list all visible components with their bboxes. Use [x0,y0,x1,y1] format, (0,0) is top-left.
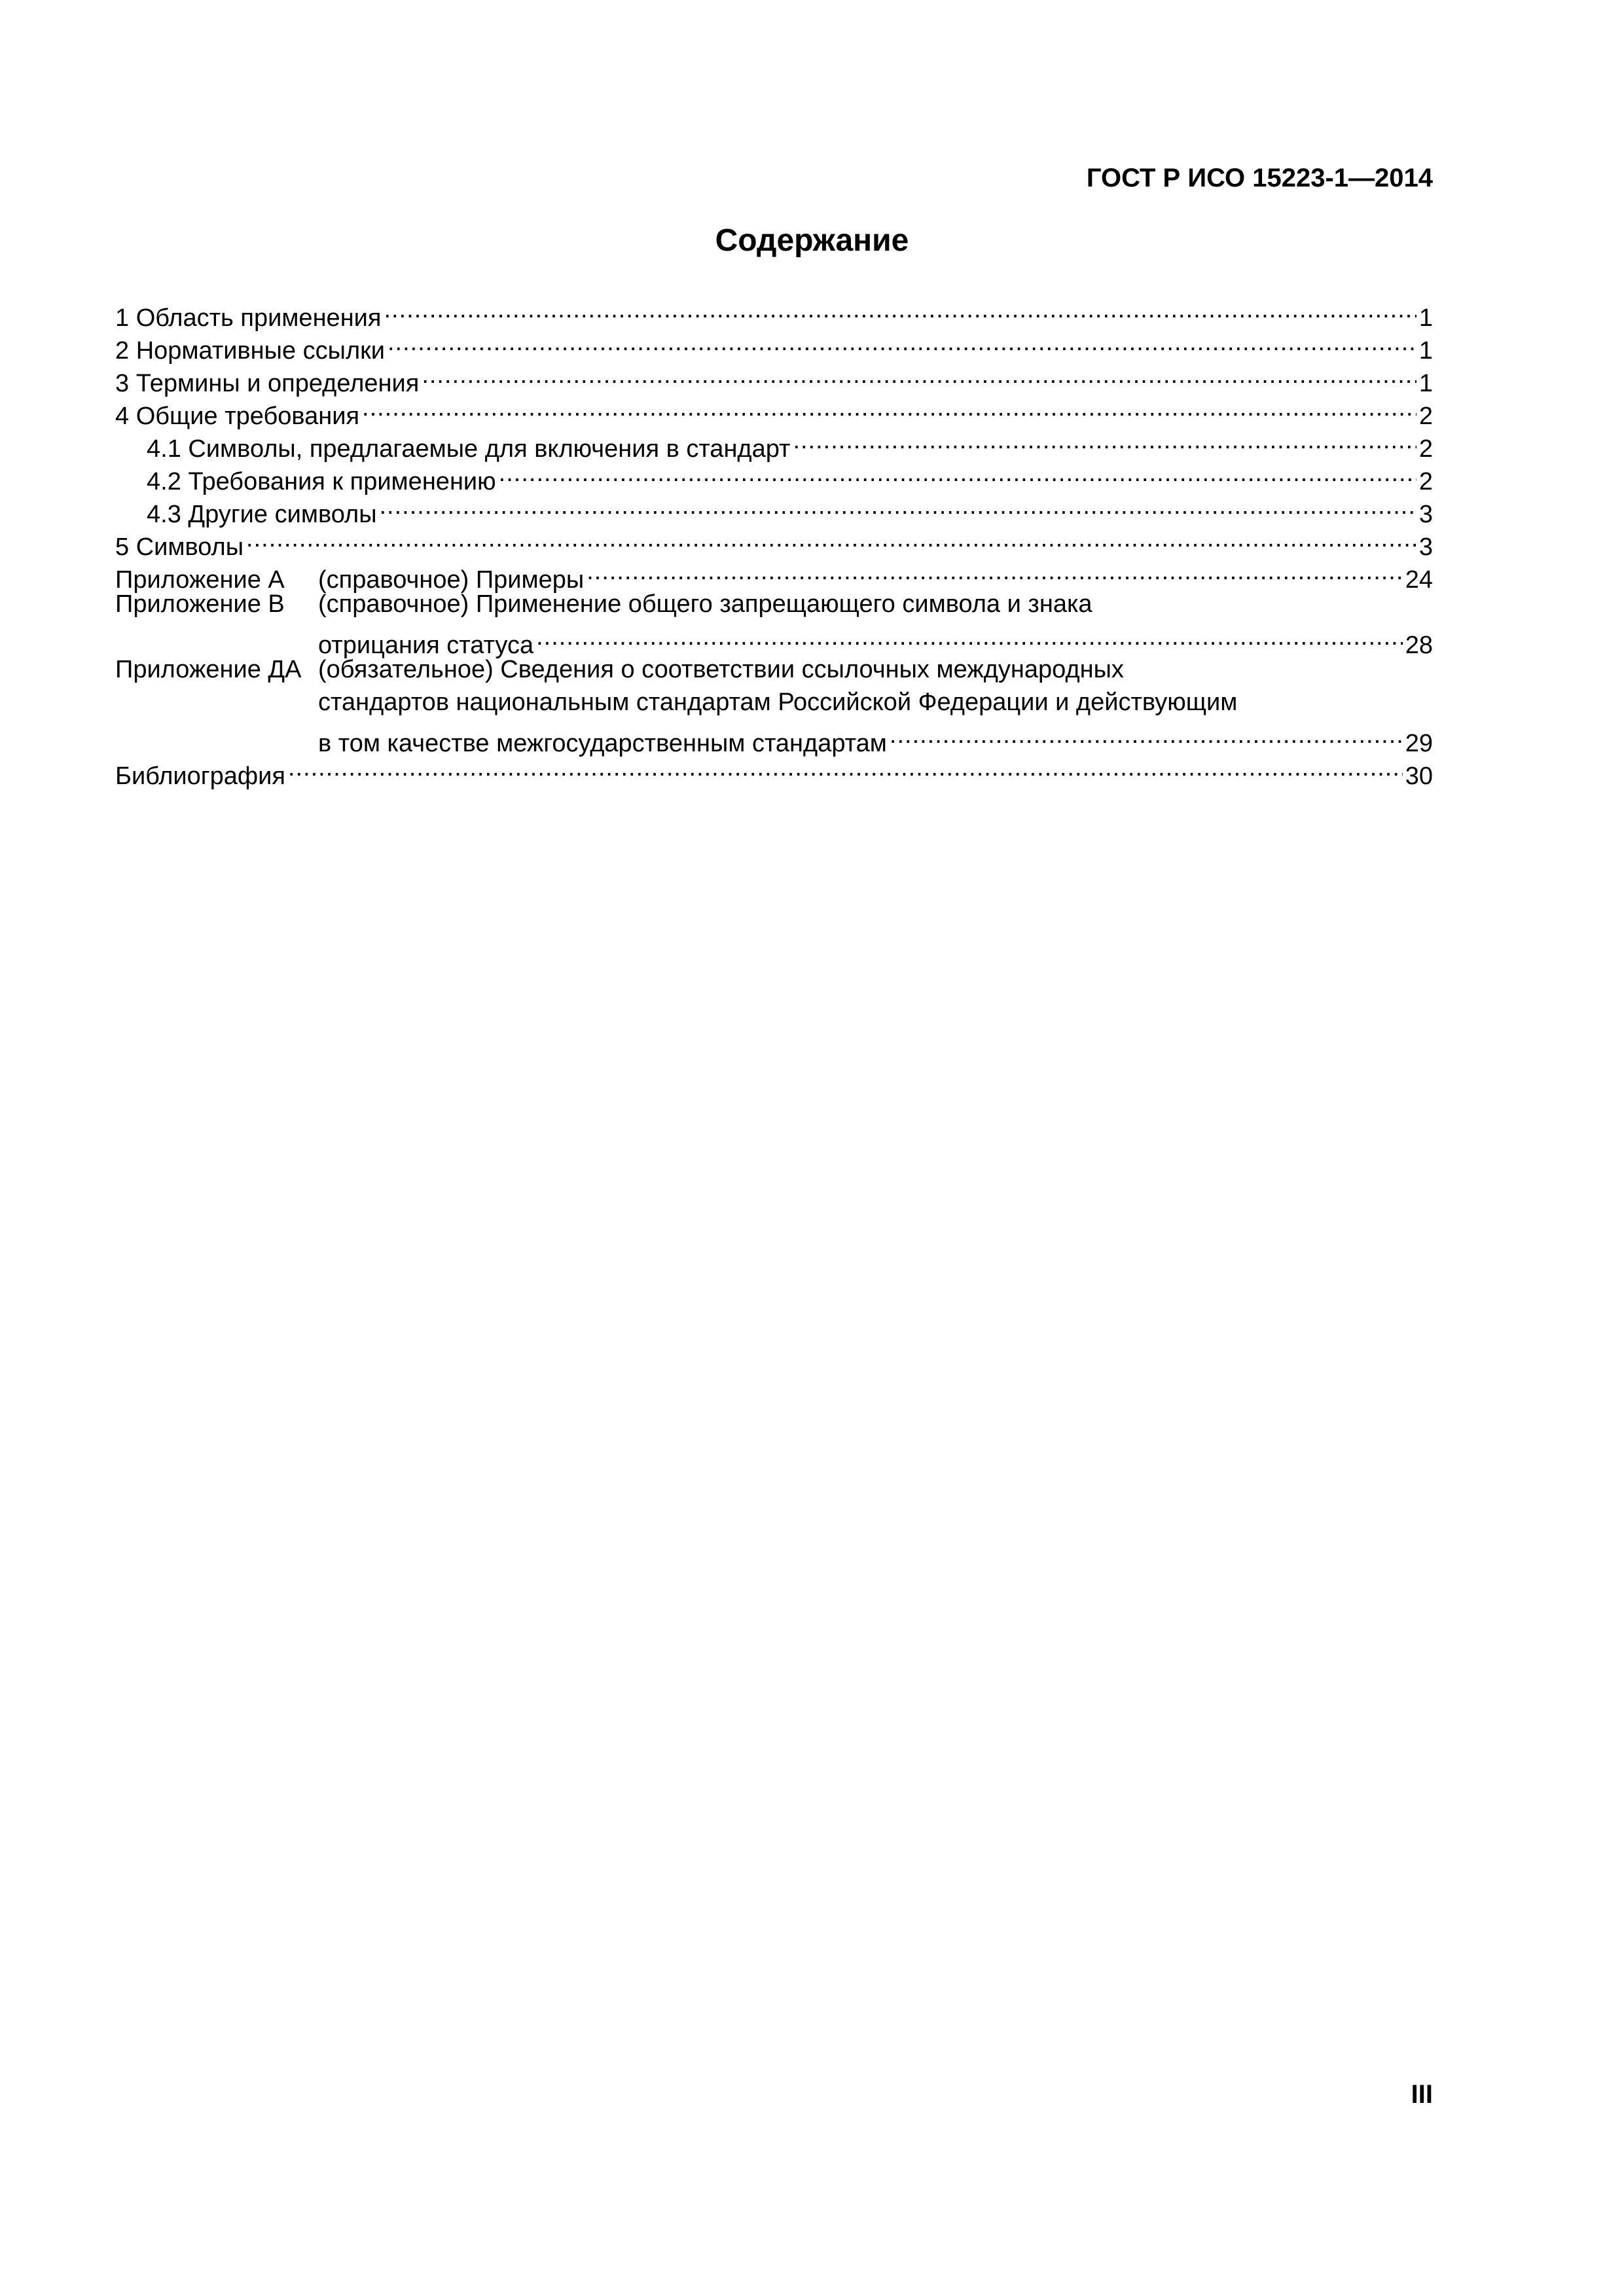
toc-item-general-requirements[interactable] [115,391,1433,430]
toc-item-appendix-da-cont [115,686,1433,719]
toc-leader-dots [536,620,1403,653]
toc-item-bibliography[interactable] [115,751,1433,790]
toc-leader-dots [388,326,1416,359]
toc-item-appendix-da[interactable] [115,653,1433,686]
appendix-line: отрицания статуса [318,632,534,659]
toc-leader-dots [890,719,1403,751]
toc-item-page: 1 [1418,337,1433,365]
toc-item-label: 4 Общие требования [115,403,360,430]
toc-item-label: 1 Область применения [115,304,382,332]
toc-item-normative-references[interactable] [115,326,1433,365]
toc-item-page: 29 [1405,730,1433,757]
toc-leader-dots [288,751,1403,784]
toc-item-4-3[interactable] [115,490,1433,528]
toc-item-symbols[interactable] [115,522,1433,561]
toc-item-appendix-b-cont[interactable] [115,620,1433,659]
toc-leader-dots [793,424,1416,457]
toc-leader-dots [380,490,1416,522]
toc-leader-dots [499,457,1416,490]
appendix-line: (справочное) Применение общего запрещающего символа и знака [318,590,1092,618]
appendix-line: (справочное) Примеры [318,566,585,594]
toc-item-page: 1 [1418,304,1433,332]
toc-leader-dots [384,293,1416,326]
toc-item-4-2[interactable] [115,457,1433,495]
toc-item-label: 5 Символы [115,533,244,561]
toc-item-page: 30 [1405,762,1433,790]
toc-item-label: 2 Нормативные ссылки [115,337,385,365]
appendix-label: Приложение А [115,566,285,594]
appendix-line: стандартов национальным стандартам Российской Федерации и действующим [318,689,1238,716]
toc-item-page: 28 [1405,632,1433,659]
appendix-label: Приложение ДА [115,656,302,683]
toc-item-page: 3 [1418,533,1433,561]
appendix-line: в том качестве межгосударственным стандартам [318,730,887,757]
toc-item-label: Библиография [115,762,285,790]
appendix-line: (обязательное) Сведения о соответствии ссылочных международных [318,656,1124,683]
toc-item-terms-definitions[interactable] [115,359,1433,397]
toc-item-page: 2 [1418,435,1433,463]
toc-item-label: 3 Термины и определения [115,370,420,397]
toc-leader-dots [362,391,1416,424]
toc-item-page: 3 [1418,501,1433,528]
page-title: Содержание [715,223,909,258]
toc-item-page: 2 [1418,468,1433,495]
toc-item-page: 2 [1418,403,1433,430]
document-code: ГОСТ Р ИСО 15223-1—2014 [1086,164,1433,192]
toc-leader-dots [422,359,1416,391]
toc-leader-dots [586,555,1403,588]
toc-item-label: 4.1 Символы, предлагаемые для включения в стандарт [147,435,791,463]
toc-item-appendix-b[interactable] [115,588,1433,620]
toc-item-appendix-da-cont2[interactable] [115,719,1433,757]
toc-item-page: 24 [1405,566,1433,594]
toc-leader-dots [246,522,1416,555]
page-number: III [1411,2080,1433,2109]
toc-item-appendix-a[interactable] [115,555,1433,594]
toc-item-page: 1 [1418,370,1433,397]
toc-item-label: 4.2 Требования к применению [147,468,496,495]
table-of-contents [115,293,1433,790]
toc-item-4-1[interactable] [115,424,1433,463]
toc-item-label: 4.3 Другие символы [147,501,377,528]
toc-item-scope[interactable] [115,293,1433,332]
appendix-label: Приложение В [115,590,285,618]
